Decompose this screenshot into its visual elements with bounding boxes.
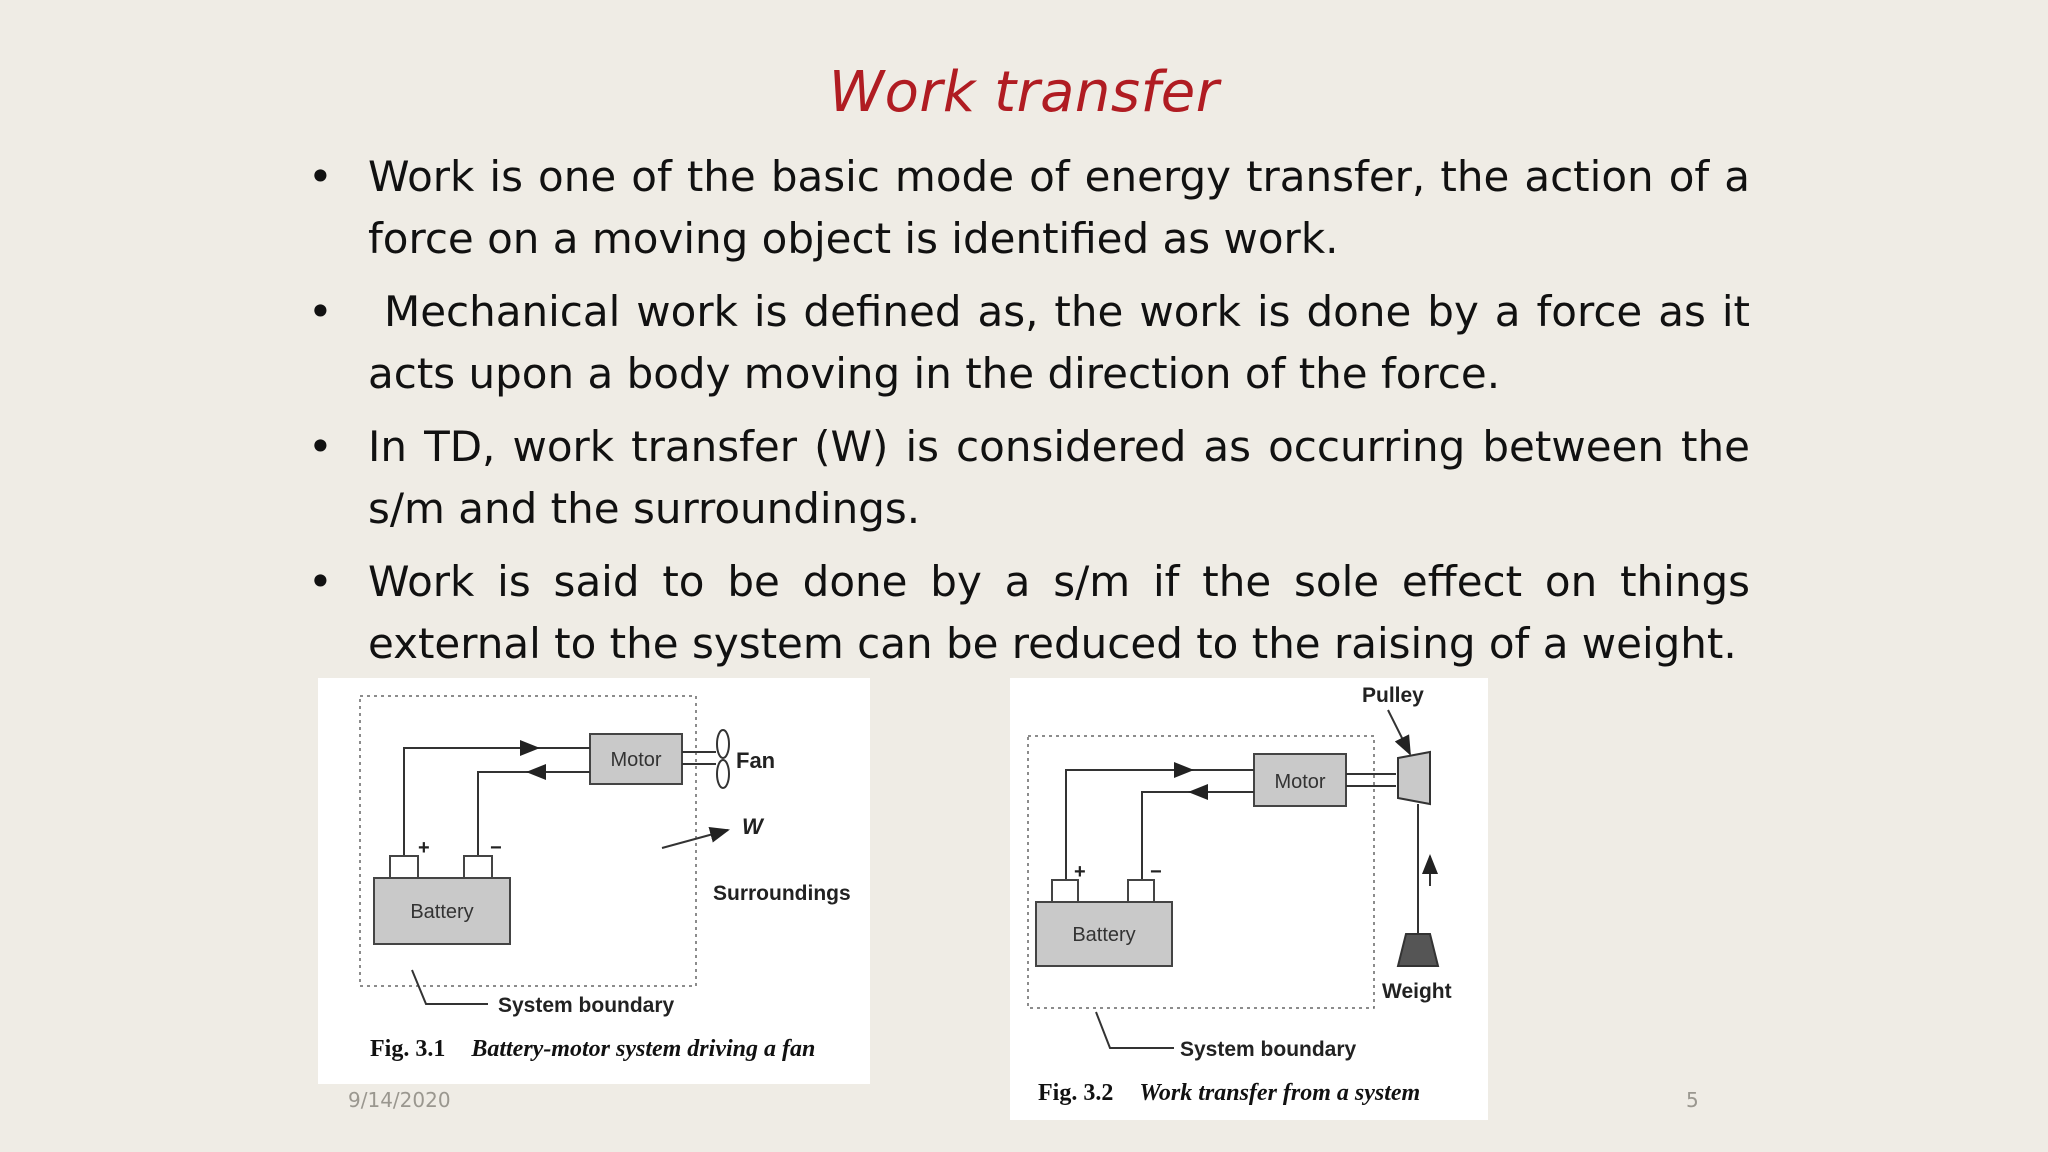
fan-blade-icon xyxy=(717,730,729,758)
battery-label: Battery xyxy=(410,901,474,923)
battery-terminal xyxy=(1052,880,1078,902)
bullet-item xyxy=(300,281,1764,405)
boundary-pointer xyxy=(412,970,488,1004)
battery-terminal xyxy=(464,856,492,878)
figure-2-diagram xyxy=(1010,678,1488,1120)
bullet-text: Work is one of the basic mode of energy transfer, the action of a force on a moving object is identified as work. xyxy=(368,152,1750,263)
battery-terminal xyxy=(1128,880,1154,902)
figure-2-title: Work transfer from a system xyxy=(1139,1080,1421,1106)
bullet-dot-icon: • xyxy=(308,557,333,606)
plus-sign: + xyxy=(418,837,430,859)
figure-1-title: Battery-motor system driving a fan xyxy=(471,1036,816,1062)
motor-label: Motor xyxy=(610,749,662,771)
figure-work-transfer xyxy=(1010,678,1488,1120)
fan-label: Fan xyxy=(736,748,776,773)
bullet-dot-icon: • xyxy=(308,287,333,336)
bullet-text: In TD, work transfer (W) is considered as occurring between the s/m and the surroundings. xyxy=(368,422,1750,533)
pulley-label: Pulley xyxy=(1362,684,1424,707)
figure-battery-motor-fan xyxy=(318,678,870,1084)
bullet-text: Mechanical work is defined as, the work is done by a force as it acts upon a body moving in the direction of the force. xyxy=(368,287,1764,398)
page-number: 5 xyxy=(1686,1088,1699,1112)
minus-sign: − xyxy=(1150,861,1162,883)
system-boundary-label: System boundary xyxy=(498,994,675,1017)
bullet-text: Work is said to be done by a s/m if the sole effect on things external to the system can be reduced to the raising of a weight. xyxy=(368,557,1750,668)
pulley-pointer xyxy=(1388,710,1410,754)
figure-2-number: Fig. 3.2 xyxy=(1038,1080,1114,1106)
bullet-item xyxy=(300,551,1750,675)
bullet-item xyxy=(300,146,1750,270)
battery-terminal xyxy=(390,856,418,878)
plus-sign: + xyxy=(1074,861,1086,883)
bullet-dot-icon: • xyxy=(308,152,333,201)
bullet-item xyxy=(300,416,1750,540)
footer-date: 9/14/2020 xyxy=(348,1088,451,1112)
figure-1-number: Fig. 3.1 xyxy=(370,1036,446,1062)
pulley-icon xyxy=(1398,752,1430,804)
battery-label: Battery xyxy=(1072,924,1136,946)
system-boundary-label: System boundary xyxy=(1180,1038,1357,1061)
fan-blade-icon xyxy=(717,760,729,788)
weight-label: Weight xyxy=(1382,980,1452,1003)
minus-sign: − xyxy=(490,837,502,859)
bullet-dot-icon: • xyxy=(308,422,333,471)
figure-1-caption xyxy=(370,1036,815,1063)
slide-title: Work transfer xyxy=(828,60,1220,125)
surroundings-label: Surroundings xyxy=(713,882,851,905)
motor-label: Motor xyxy=(1274,771,1326,793)
figure-2-caption xyxy=(1038,1080,1420,1107)
weight-icon xyxy=(1398,934,1438,966)
boundary-pointer xyxy=(1096,1012,1174,1048)
work-arrow xyxy=(662,830,728,848)
work-label: W xyxy=(742,814,763,839)
figure-1-diagram xyxy=(318,678,870,1084)
bullet-list xyxy=(300,146,1764,686)
